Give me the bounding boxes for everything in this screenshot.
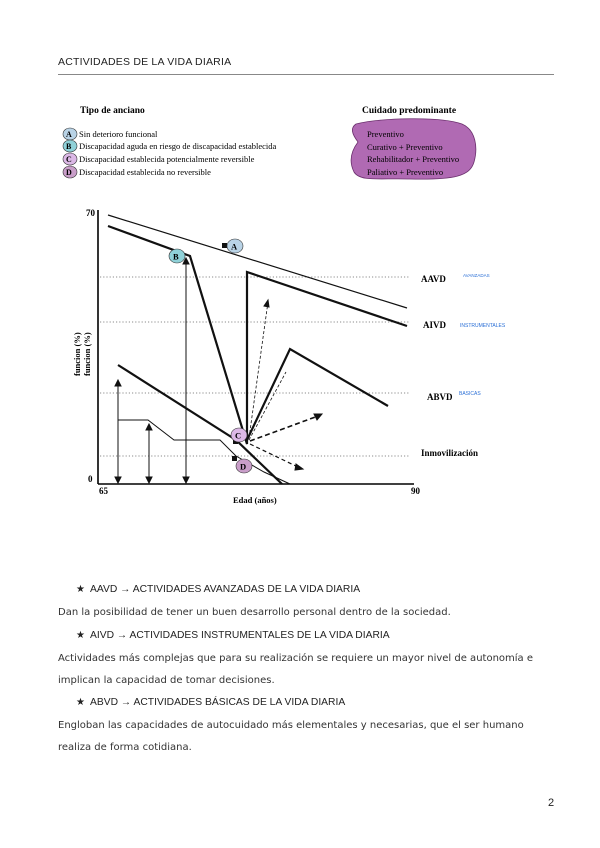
y-tick-top: 70	[86, 208, 95, 218]
level-label-inmovilizacion: Inmovilización	[421, 448, 479, 458]
page-number: 2	[548, 797, 555, 809]
section-aavd-heading	[76, 584, 360, 595]
care-row-4: Paliativo + Preventivo	[367, 167, 444, 177]
rehabilitation-arrows	[249, 300, 322, 470]
level-label-aivd: AIVD	[423, 320, 447, 330]
level-label-abvd: ABVD	[427, 392, 453, 402]
section-abvd-line-1: Engloban las capacidades de autocuidado más elementales y necesarias, que el ser humano	[58, 720, 524, 731]
level-note-aavd: AVANZADAS	[463, 273, 490, 278]
x-axis-label: Edad (años)	[233, 495, 277, 505]
legend-letter-c: C	[66, 155, 72, 164]
page-header-title: ACTIVIDADES DE LA VIDA DIARIA	[58, 56, 232, 68]
level-note-abvd: BASICAS	[459, 391, 481, 397]
star-icon: ★	[76, 697, 85, 708]
level-label-aavd: AAVD	[421, 274, 446, 284]
section-aavd-line-1: Dan la posibilidad de tener un buen desarrollo personal dentro de la sociedad.	[58, 607, 451, 618]
level-note-aivd: INSTRUMENTALES	[460, 323, 506, 329]
legend-title-type: Tipo de anciano	[80, 106, 145, 116]
section-aivd-heading	[76, 630, 390, 641]
x-tick-left: 65	[99, 486, 108, 496]
section-aivd-body	[58, 648, 558, 692]
section-aivd-line-2: implican la capacidad de tomar decisiones.	[58, 675, 275, 686]
curve-marker-b-label: B	[173, 251, 179, 262]
step-line	[118, 420, 290, 484]
curve-b	[108, 226, 407, 444]
legend-text-b: Discapacidad aguda en riesgo de discapacidad establecida	[79, 141, 277, 151]
legend-title-care: Cuidado predominante	[362, 106, 457, 116]
star-icon: ★	[76, 584, 85, 595]
legend-type-c	[63, 153, 255, 165]
section-aivd-line-1: Actividades más complejas que para su realización se requiere un mayor nivel de autonomía e	[58, 653, 533, 664]
legend-text-a: Sin deterioro funcional	[79, 129, 158, 139]
legend-type-d	[63, 166, 211, 178]
y-axis-label-2: funcion (%)	[82, 332, 92, 376]
curve-marker-d-label: D	[240, 461, 247, 472]
section-aivd-heading-text: AIVD → ACTIVIDADES INSTRUMENTALES DE LA VIDA DIARIA	[90, 630, 390, 641]
section-abvd-heading	[76, 697, 345, 708]
legend-letter-a: A	[66, 130, 72, 139]
curve-point-d	[232, 456, 237, 461]
legend-letter-d: D	[66, 168, 72, 177]
star-icon: ★	[76, 630, 85, 641]
curve-point-a	[222, 243, 227, 248]
care-row-3: Rehabilitador + Preventivo	[367, 154, 460, 164]
legend-letter-b: B	[66, 142, 72, 151]
section-aavd-heading-text: AAVD → ACTIVIDADES AVANZADAS DE LA VIDA DIARIA	[90, 584, 361, 595]
curve-marker-a-label: A	[231, 241, 238, 252]
section-abvd-body	[58, 715, 558, 759]
curve-a	[108, 215, 407, 308]
legend-text-d: Discapacidad establecida no reversible	[79, 167, 211, 177]
curve-marker-c-label: C	[235, 430, 242, 441]
x-tick-right: 90	[411, 486, 420, 496]
legend-type-a	[63, 128, 158, 140]
y-axis-label-1: funcion (%)	[72, 332, 82, 376]
legend-type-b	[63, 140, 277, 152]
y-tick-bottom: 0	[88, 474, 93, 484]
care-row-2: Curativo + Preventivo	[367, 142, 443, 152]
section-aavd-body	[58, 602, 558, 624]
section-abvd-line-2: realiza de forma cotidiana.	[58, 742, 192, 753]
section-abvd-heading-text: ABVD → ACTIVIDADES BÁSICAS DE LA VIDA DIARIA	[90, 697, 346, 708]
care-row-1: Preventivo	[367, 129, 404, 139]
curve-c-recovery	[247, 349, 388, 440]
legend-text-c: Discapacidad establecida potencialmente reversible	[79, 154, 255, 164]
